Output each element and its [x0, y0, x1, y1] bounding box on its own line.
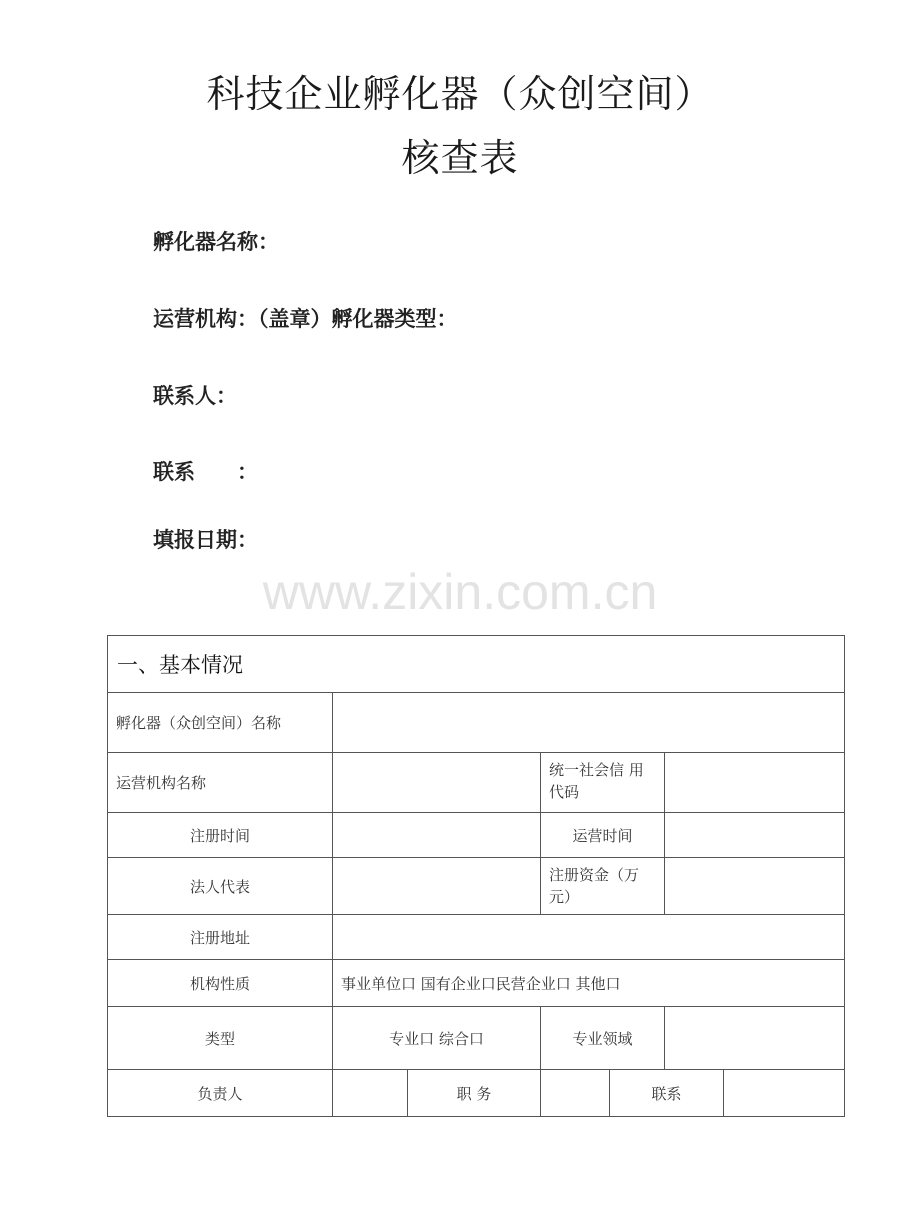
- operator-name-value[interactable]: [333, 753, 541, 813]
- position-value[interactable]: [541, 1070, 610, 1117]
- legal-rep-value[interactable]: [333, 858, 541, 915]
- incubator-name-field: 孵化器名称：: [153, 230, 279, 254]
- contact-person-field: 联系人：: [153, 384, 237, 408]
- nature-options[interactable]: 事业单位口 国有企业口民营企业口 其他口: [333, 960, 845, 1007]
- incubator-name-label: 孵化器（众创空间）名称: [108, 693, 333, 753]
- type-label: 类型: [108, 1007, 333, 1070]
- head-label: 负责人: [108, 1070, 333, 1117]
- operator-name-label: 运营机构名称: [108, 753, 333, 813]
- document-title: 科技企业孵化器（众创空间）: [206, 72, 714, 116]
- reg-time-value[interactable]: [333, 813, 541, 858]
- reg-address-value[interactable]: [333, 915, 845, 960]
- op-time-label: 运营时间: [541, 813, 665, 858]
- basic-info-table: [107, 635, 845, 1117]
- field-value[interactable]: [665, 1007, 845, 1070]
- section-title: 一、基本情况: [108, 636, 845, 693]
- incubator-name-value[interactable]: [333, 693, 845, 753]
- contact-field: 联系 ：: [153, 460, 258, 484]
- reg-capital-label: 注册资金（万元）: [541, 858, 665, 915]
- position-label: 职 务: [408, 1070, 541, 1117]
- field-label: 专业领域: [541, 1007, 665, 1070]
- nature-label: 机构性质: [108, 960, 333, 1007]
- reg-address-label: 注册地址: [108, 915, 333, 960]
- credit-code-label: 统一社会信 用代码: [541, 753, 665, 813]
- credit-code-value[interactable]: [665, 753, 845, 813]
- operator-field: 运营机构：（盖章）孵化器类型：: [153, 307, 458, 331]
- watermark: www.zixin.com.cn: [262, 564, 658, 620]
- reg-time-label: 注册时间: [108, 813, 333, 858]
- contact-value[interactable]: [724, 1070, 845, 1117]
- head-value[interactable]: [333, 1070, 408, 1117]
- op-time-value[interactable]: [665, 813, 845, 858]
- document-subtitle: 核查表: [401, 136, 519, 180]
- type-options[interactable]: 专业口 综合口: [333, 1007, 541, 1070]
- fill-date-field: 填报日期：: [153, 528, 258, 552]
- contact-label: 联系: [610, 1070, 724, 1117]
- reg-capital-value[interactable]: [665, 858, 845, 915]
- legal-rep-label: 法人代表: [108, 858, 333, 915]
